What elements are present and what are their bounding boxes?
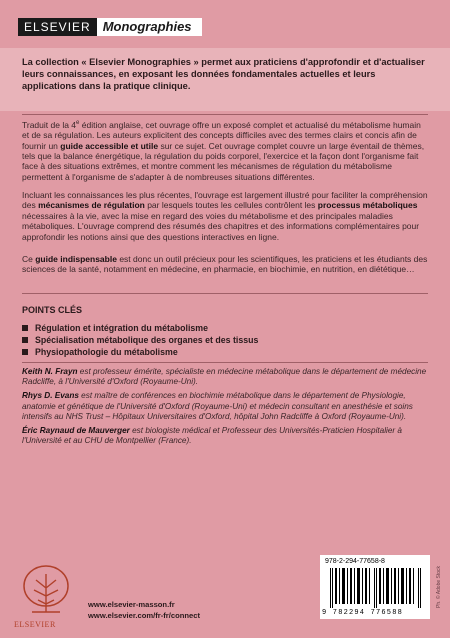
isbn-digits: 9 782294 776588 (322, 609, 404, 617)
list-item (22, 334, 258, 346)
bullet-square-icon (22, 337, 28, 343)
bullet-square-icon (22, 349, 28, 355)
author-entry (22, 391, 430, 422)
key-points-title: POINTS CLÉS (22, 305, 83, 315)
photo-credit: Ph. © Adobe Stock (436, 565, 442, 608)
divider (22, 114, 428, 115)
author-bio: est professeur émérite, spécialiste en médecine métabolique dans le département de médecine Radcliffe, à l'Université d'Oxford (Royaume-Uni). (22, 367, 427, 387)
publisher-label: ELSEVIER (18, 18, 97, 36)
p1-sup: e (76, 120, 80, 126)
p2-bold-1: mécanismes de régulation (38, 200, 145, 211)
p3-text-a: Ce (22, 254, 36, 264)
elsevier-tree-logo-icon (20, 560, 72, 626)
logo-wordmark: ELSEVIER (14, 620, 56, 629)
authors-section (22, 367, 430, 450)
header-bar (0, 0, 450, 40)
p2-bold-2: processus métaboliques (317, 200, 418, 211)
description-paragraph-3 (22, 254, 430, 275)
author-bio: est biologiste médical et Professeur des Universités-Praticien Hospitalier à l'Université et au CHU de Montpellier (France). (22, 426, 402, 446)
website-link-1[interactable]: www.elsevier-masson.fr (88, 600, 175, 609)
list-item (22, 322, 258, 334)
p3-text-b: est donc un outil précieux pour les scientifiques, les praticiens et les étudiants des sciences de la santé, notamment en médecine, en pharmacie, en biochimie, en nutrition, en diététique… (22, 254, 428, 275)
p1-text-a: Traduit de la 4 (22, 119, 77, 130)
p1-text-c: sur ce sujet. Cet ouvrage complet couvre un large éventail de thèmes, tels que la balance énergétique, la régulation du poids corporel, l'exercice et la façon dont l'organisme fait face à des situations extrêmes, et montre comment les mécanismes de régulation du métabolisme permettent à l'organisme de s'adapter à de nombreuses situations différentes. (22, 140, 425, 182)
author-name: Rhys D. Evans (22, 391, 79, 401)
p2-text-a: Incluant les connaissances les plus récentes, l'ouvrage est largement illustré pour faciliter la compréhension des (22, 190, 428, 211)
p2-text-c: nécessaires à la vie, avec la mise en regard des voies du métabolisme et des principales maladies métaboliques. L'ouvrage comprend des résumés des chapitres et des informations complémentaires pour approfondir les notions ainsi que des questions interactives en ligne. (22, 210, 420, 242)
author-entry (22, 426, 430, 446)
author-bio: est maître de conférences en biochimie métabolique dans le département de Physiologie, anatomie et génétique de l'Université d'Oxford (Royaume-Uni) et médecin consultant en anesthésie et soins intensifs au NHS Trust – Hôpitaux Universitaires d'Oxford, hôpital John Radcliffe à Oxford (Royaume-Uni). (22, 391, 413, 421)
p1-bold: guide accessible et utile (60, 140, 159, 151)
divider (22, 362, 428, 363)
divider (22, 293, 428, 294)
description-paragraph-1 (22, 118, 430, 182)
key-points-list (22, 322, 258, 358)
author-name: Éric Raynaud de Mauverger (22, 426, 130, 436)
description-paragraph-2 (22, 190, 430, 242)
list-item (22, 346, 258, 358)
bullet-square-icon (22, 325, 28, 331)
isbn-label: 978-2-294-77658-8 (325, 558, 385, 565)
intro-text: La collection « Elsevier Monographies » permet aux praticiens d'approfondir et d'actualiser leurs connaissances, en exposant les données fondamentales actuelles et leurs applications dans la pratique clinique. (22, 57, 425, 91)
key-point-label: Spécialisation métabolique des organes et des tissus (35, 335, 259, 345)
collection-brand (18, 18, 202, 36)
website-link-2[interactable]: www.elsevier.com/fr-fr/connect (88, 611, 200, 620)
author-name: Keith N. Frayn (22, 367, 78, 376)
collection-label: Monographies (102, 19, 192, 34)
p3-bold: guide indispensable (35, 254, 117, 264)
key-point-label: Régulation et intégration du métabolisme (35, 323, 209, 333)
p2-text-b: par lesquels toutes les cellules contrôlent les (144, 200, 318, 211)
key-point-label: Physiopathologie du métabolisme (35, 347, 178, 357)
barcode-icon (330, 568, 422, 608)
p1-text-b: édition anglaise, cet ouvrage offre un exposé complet et actualisé du métabolisme humain et de sa régulation. Les auteurs explicitent des concepts difficiles avec des termes clairs et concis afin de fournir un (22, 119, 421, 151)
author-entry (22, 367, 430, 387)
